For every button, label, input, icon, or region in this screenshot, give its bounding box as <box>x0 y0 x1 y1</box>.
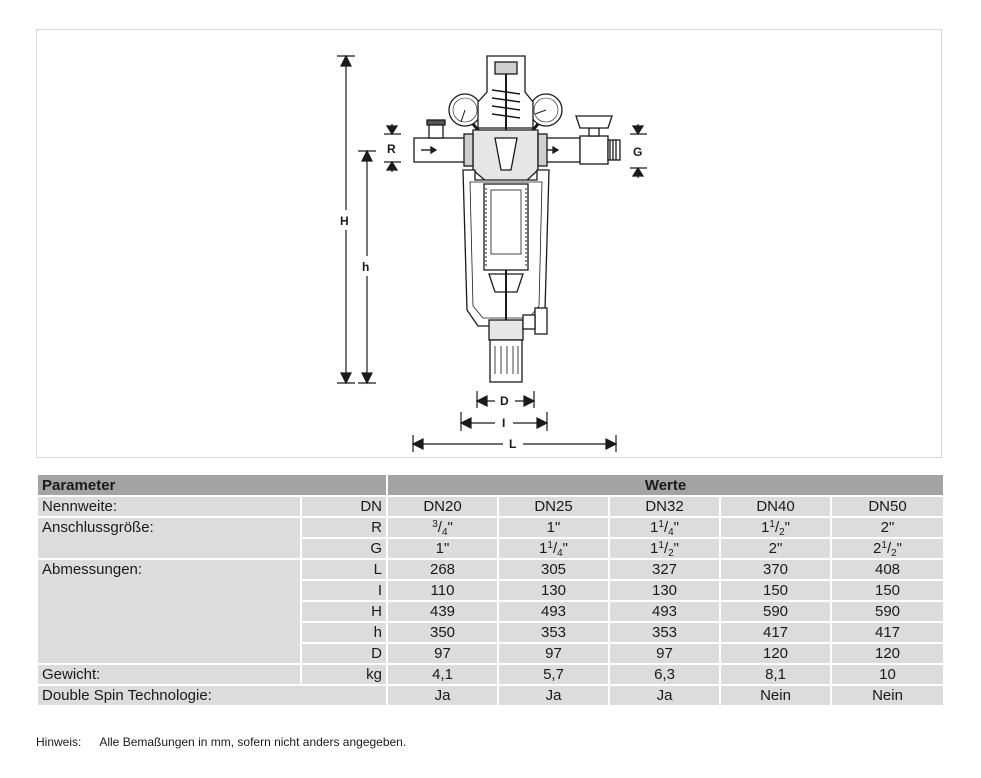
fraction-whole: 1 <box>539 540 548 557</box>
table-cell: 417 <box>720 622 831 643</box>
fraction-numerator: 1 <box>547 540 553 551</box>
fraction-numerator: 1 <box>881 540 887 551</box>
fraction-inch-mark: " <box>555 519 561 536</box>
table-cell: 97 <box>498 643 609 664</box>
table-cell: 417 <box>831 622 944 643</box>
valve-handle <box>576 116 612 128</box>
fraction-inch-mark: " <box>896 540 902 557</box>
fraction-slash: / <box>886 540 892 557</box>
row-label: Gewicht: <box>37 664 301 685</box>
table-cell: 327 <box>609 559 720 580</box>
fraction-whole: 2 <box>880 519 890 536</box>
table-cell: 268 <box>387 559 498 580</box>
fraction-inch-mark: " <box>673 540 679 557</box>
filter-illustration <box>414 56 620 382</box>
footnote-text: Alle Bemaßungen in mm, sofern nicht anders angegeben. <box>99 735 407 749</box>
table-cell: 120 <box>720 643 831 664</box>
table-cell: 408 <box>831 559 944 580</box>
fraction-whole: 1 <box>546 519 556 536</box>
table-cell: 5,7 <box>498 664 609 685</box>
fraction-numerator: 1 <box>769 519 775 530</box>
table-cell: 150 <box>831 580 944 601</box>
table-cell <box>720 538 831 559</box>
dimension-label-R: R <box>387 142 396 156</box>
table-cell <box>831 517 944 538</box>
table-cell: 97 <box>609 643 720 664</box>
specification-table <box>36 473 945 707</box>
table-cell: 8,1 <box>720 664 831 685</box>
dimension-label-D: D <box>500 394 509 408</box>
dimension-label-G: G <box>633 145 643 159</box>
table-cell <box>387 538 498 559</box>
row-unit: kg <box>301 664 387 685</box>
table-cell: DN32 <box>609 496 720 517</box>
table-cell: 370 <box>720 559 831 580</box>
fraction-inch-mark: " <box>889 519 895 536</box>
table-cell: 305 <box>498 559 609 580</box>
table-cell: 10 <box>831 664 944 685</box>
row-label: Anschlussgröße: <box>37 517 301 559</box>
fraction-numerator: 1 <box>658 540 664 551</box>
row-unit: h <box>301 622 387 643</box>
row-label: Nennweite: <box>37 496 301 517</box>
table-cell: 150 <box>720 580 831 601</box>
table-cell: DN50 <box>831 496 944 517</box>
fraction-denominator: 4 <box>668 527 674 538</box>
table-cell: 4,1 <box>387 664 498 685</box>
table-cell: Ja <box>498 685 609 706</box>
table-cell: 120 <box>831 643 944 664</box>
table-cell <box>609 538 720 559</box>
footnote-key: Hinweis: <box>36 735 82 749</box>
table-cell <box>609 517 720 538</box>
fraction-inch-mark: " <box>777 540 783 557</box>
table-row-double-spin <box>37 685 944 706</box>
dimension-label-h: h <box>362 260 370 274</box>
table-cell <box>387 517 498 538</box>
table-row-anschluss-r <box>37 517 944 538</box>
fraction-slash: / <box>774 519 780 536</box>
table-cell: Nein <box>831 685 944 706</box>
footnote <box>36 735 406 749</box>
fraction-numerator: 3 <box>432 519 438 530</box>
row-unit: DN <box>301 496 387 517</box>
table-cell <box>498 538 609 559</box>
table-cell: Nein <box>720 685 831 706</box>
table-cell: Ja <box>387 685 498 706</box>
filter-technical-drawing <box>37 30 943 459</box>
table-cell: DN40 <box>720 496 831 517</box>
fraction-slash: / <box>663 540 669 557</box>
table-cell: 493 <box>609 601 720 622</box>
row-label: Abmessungen: <box>37 559 301 664</box>
table-cell: 439 <box>387 601 498 622</box>
table-cell: 353 <box>498 622 609 643</box>
fraction-denominator: 2 <box>779 527 785 538</box>
fraction-inch-mark: " <box>447 519 453 536</box>
table-row-gewicht <box>37 664 944 685</box>
fraction-inch-mark: " <box>444 540 450 557</box>
drain-knob <box>535 308 547 334</box>
table-cell: 353 <box>609 622 720 643</box>
fraction-slash: / <box>552 540 558 557</box>
fraction-whole: 1 <box>650 519 659 536</box>
table-cell: DN25 <box>498 496 609 517</box>
row-unit: R <box>301 517 387 538</box>
row-unit: G <box>301 538 387 559</box>
fraction-whole: 2 <box>873 540 882 557</box>
row-unit: I <box>301 580 387 601</box>
table-cell: Ja <box>609 685 720 706</box>
fraction-whole: 1 <box>435 540 445 557</box>
row-unit: L <box>301 559 387 580</box>
dimension-label-L: L <box>509 437 517 451</box>
table-cell <box>720 517 831 538</box>
fraction-inch-mark: " <box>562 540 568 557</box>
row-label: Double Spin Technologie: <box>37 685 387 706</box>
dimension-label-I: I <box>502 416 506 430</box>
table-cell: 6,3 <box>609 664 720 685</box>
fraction-numerator: 1 <box>658 519 664 530</box>
table-cell: 590 <box>720 601 831 622</box>
table-cell: 590 <box>831 601 944 622</box>
table-cell <box>831 538 944 559</box>
fraction-inch-mark: " <box>673 519 679 536</box>
fraction-inch-mark: " <box>784 519 790 536</box>
header-parameter: Parameter <box>37 474 387 496</box>
fraction-whole: 2 <box>768 540 778 557</box>
table-cell: 130 <box>609 580 720 601</box>
fraction-denominator: 4 <box>441 527 448 538</box>
ball-valve <box>580 136 608 164</box>
table-row-abmessungen-l <box>37 559 944 580</box>
table-cell <box>498 517 609 538</box>
fraction-whole: 1 <box>761 519 770 536</box>
header-werte: Werte <box>387 474 944 496</box>
dimension-label-H: H <box>340 214 349 228</box>
table-cell: 493 <box>498 601 609 622</box>
row-unit: H <box>301 601 387 622</box>
row-unit: D <box>301 643 387 664</box>
fraction-denominator: 4 <box>557 548 563 559</box>
table-cell: 97 <box>387 643 498 664</box>
table-cell: 130 <box>498 580 609 601</box>
table-row-nennweite <box>37 496 944 517</box>
fraction-denominator: 2 <box>891 548 897 559</box>
fraction-whole: 1 <box>650 540 659 557</box>
table-cell: 110 <box>387 580 498 601</box>
table-cell: 350 <box>387 622 498 643</box>
table-header-row <box>37 474 944 496</box>
fraction-slash: / <box>663 519 669 536</box>
fraction-denominator: 2 <box>668 548 674 559</box>
table-cell: DN20 <box>387 496 498 517</box>
technical-drawing-frame <box>36 29 942 458</box>
fraction-slash: / <box>437 519 442 536</box>
